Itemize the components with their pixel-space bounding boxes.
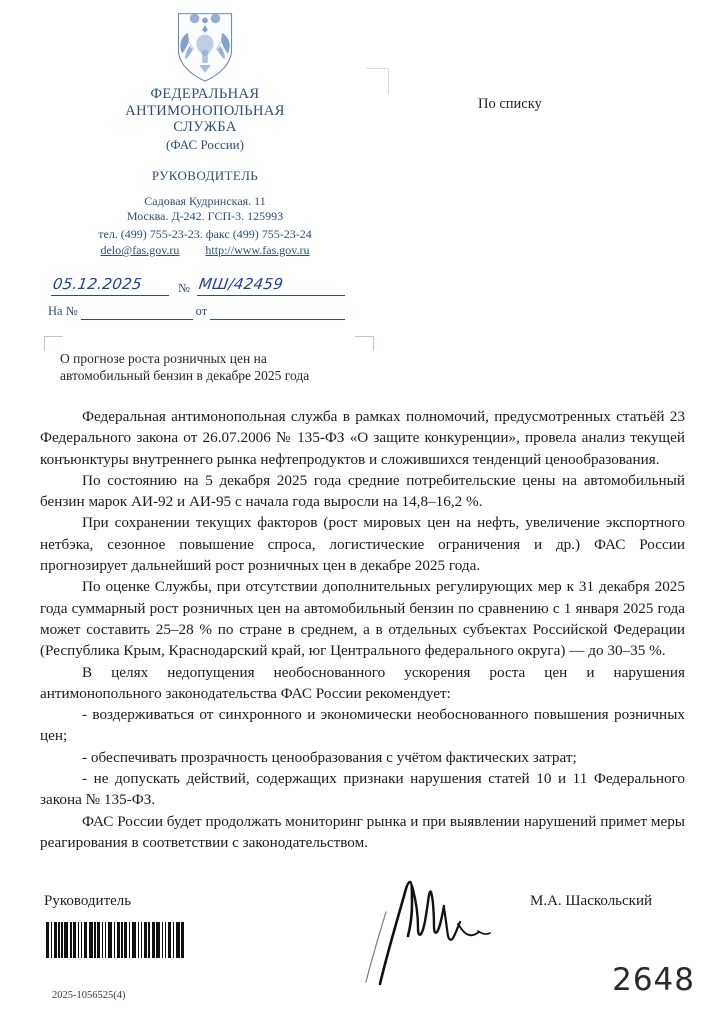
- recommendation-item: - не допускать действий, содержащих признаки нарушения статей 10 и 11 Федерального закона № 135-ФЗ.: [40, 770, 685, 809]
- addressee: По списку: [478, 96, 542, 112]
- subject-bracket-top-right: [355, 336, 374, 351]
- subject-bracket-top-left: [44, 336, 63, 351]
- letter-body: [40, 406, 685, 853]
- subject-block: [44, 336, 374, 384]
- signatory-name: М.А. Шаскольский: [530, 893, 653, 909]
- outgoing-number-field[interactable]: [197, 275, 345, 296]
- reply-number-field[interactable]: [81, 302, 193, 320]
- subject-line-2: автомобильный бензин в декабре 2025 года: [60, 368, 310, 383]
- org-name-line-3: СЛУЖБА: [173, 119, 237, 135]
- russian-coat-of-arms-icon: [169, 8, 241, 84]
- body-paragraph: По оценке Службы, при отсутствии дополнительных регулирующих мер к 31 декабря 2025 года суммарный рост розничных цен на автомобильный бензин по сравнению с 1 января 2025 года может составить 25–28 % по стране в среднем, а в отдельных субъектах Российской Федерации (Республика Крым, Краснодарский край, юг Центрального федерального округа) — до 30–35 %.: [40, 578, 685, 660]
- recommendation-item: - обеспечивать прозрачность ценообразования с учётом фактических затрат;: [82, 748, 577, 766]
- registration-row-outgoing: [48, 272, 348, 296]
- number-sign-label: №: [178, 281, 190, 295]
- barcode: [46, 922, 186, 958]
- subject-text: [44, 336, 374, 384]
- subject-line-1: О прогнозе роста розничных цен на: [60, 351, 267, 366]
- position-title: РУКОВОДИТЕЛЬ: [151, 167, 259, 183]
- address-line-2: Москва. Д-242. ГСП-3. 125993: [126, 209, 284, 223]
- org-name-line-1: ФЕДЕРАЛЬНАЯ: [150, 86, 260, 102]
- org-abbreviation: (ФАС России): [166, 136, 244, 152]
- phone-fax-line: тел. (499) 755-23-23. факс (499) 755-23-24: [98, 226, 312, 241]
- body-paragraph: По состоянию на 5 декабря 2025 года средние потребительские цены на автомобильный бензин марок АИ-92 и АИ-95 с начала года выросли на 14,8–16,2 %.: [40, 471, 685, 511]
- letterhead: [0, 8, 410, 259]
- handwritten-signature: [352, 866, 532, 986]
- org-name-line-2: АНТИМОНОПОЛЬНАЯ: [125, 102, 285, 119]
- outgoing-number-handwritten-value: МШ/42459: [197, 275, 285, 293]
- web-contacts: [0, 243, 410, 259]
- date-field[interactable]: [51, 275, 169, 296]
- address-line-1: Садовая Кудринская. 11: [144, 193, 266, 208]
- reply-to-label: На №: [48, 304, 78, 318]
- reply-date-label: от: [195, 304, 208, 318]
- recommendation-item: - воздерживаться от синхронного и экономически необоснованного повышения розничных цен;: [40, 706, 685, 745]
- body-paragraph: ФАС России будет продолжать мониторинг рынка и при выявлении нарушений примет меры реагирования в соответствии с законодательством.: [40, 812, 685, 851]
- body-paragraph: При сохранении текущих факторов (рост мировых цен на нефть, увеличение экспортного нетбэка, сезонное повышение спроса, логистические ограничения и др.) ФАС России прогнозирует дальнейший рост розничных цен в декабре 2025 года.: [40, 514, 685, 575]
- date-handwritten-value: 05.12.2025: [51, 275, 144, 293]
- body-paragraph: В целях недопущения необоснованного ускорения роста цен и нарушения антимонопольного законодательства ФАС России рекомендует:: [40, 663, 685, 702]
- reply-date-field[interactable]: [210, 302, 345, 320]
- body-paragraph: Федеральная антимонопольная служба в рамках полномочий, предусмотренных статьёй 23 Федерального закона от 26.07.2006 № 135-ФЗ «О защите конкуренции», провела анализ текущей конъюнктуры внутреннего рынка нефтепродуктов и сложившихся тенденций ценообразования.: [40, 408, 685, 468]
- signatory-role: Руководитель: [44, 893, 132, 909]
- registration-row-incoming: [48, 296, 348, 320]
- website-link[interactable]: http://www.fas.gov.ru: [205, 243, 310, 257]
- document-reference: 2025-1056525(4): [52, 990, 126, 1001]
- email-link[interactable]: delo@fas.gov.ru: [100, 243, 180, 257]
- page-stamp-number: 2648: [612, 962, 695, 998]
- corner-mark-top-right: [366, 68, 389, 95]
- registration-block: [48, 272, 348, 320]
